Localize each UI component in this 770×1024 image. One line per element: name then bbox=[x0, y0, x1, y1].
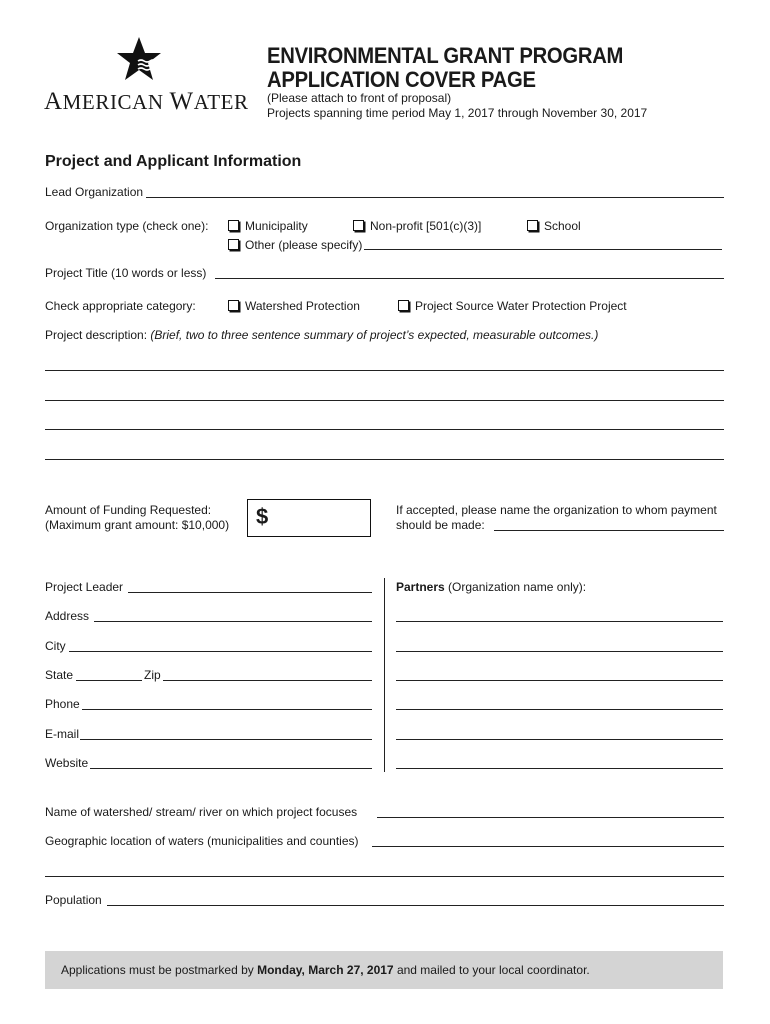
partner-line-5[interactable] bbox=[396, 739, 723, 740]
project-leader-label: Project Leader bbox=[45, 580, 124, 594]
email-field[interactable] bbox=[80, 739, 372, 740]
project-title-field[interactable] bbox=[215, 278, 724, 279]
zip-label: Zip bbox=[144, 668, 161, 682]
lead-org-label: Lead Organization bbox=[45, 185, 144, 199]
partner-line-1[interactable] bbox=[396, 621, 723, 622]
deadline-text: Applications must be postmarked by Monday, March 27, 2017 and mailed to your local coordinator. bbox=[61, 963, 590, 977]
description-label: Project description: (Brief, two to three sentence summary of project’s expected, measurable outcomes.) bbox=[45, 328, 599, 342]
org-option-other[interactable]: Other (please specify) bbox=[228, 238, 362, 252]
column-divider bbox=[384, 578, 385, 772]
checkbox-icon[interactable] bbox=[527, 220, 538, 231]
project-leader-field[interactable] bbox=[128, 592, 372, 593]
american-water-logo bbox=[44, 36, 249, 116]
lead-org-field[interactable] bbox=[146, 197, 724, 198]
description-line-1[interactable] bbox=[45, 370, 724, 371]
subtitle-line2: Projects spanning time period May 1, 2017 through November 30, 2017 bbox=[267, 106, 648, 120]
brand-wordmark: AMERICAN WATER bbox=[44, 88, 249, 115]
partners-label: Partners (Organization name only): bbox=[396, 580, 587, 594]
org-option-municipality[interactable]: Municipality bbox=[228, 219, 308, 233]
category-option-source-water[interactable]: Project Source Water Protection Project bbox=[398, 299, 627, 313]
deadline-banner bbox=[45, 951, 723, 989]
checkbox-icon[interactable] bbox=[353, 220, 364, 231]
partner-line-3[interactable] bbox=[396, 680, 723, 681]
funding-label-line2: (Maximum grant amount: $10,000) bbox=[45, 518, 230, 532]
funding-amount-box[interactable] bbox=[247, 499, 371, 537]
funding-label-line1: Amount of Funding Requested: bbox=[45, 503, 212, 517]
checkbox-icon[interactable] bbox=[228, 239, 239, 250]
geographic-label: Geographic location of waters (municipalities and counties) bbox=[45, 834, 359, 848]
address-field[interactable] bbox=[94, 621, 372, 622]
zip-field[interactable] bbox=[163, 680, 372, 681]
email-label: E-mail bbox=[45, 727, 80, 741]
population-field[interactable] bbox=[107, 905, 724, 906]
geographic-field[interactable] bbox=[372, 846, 724, 847]
website-label: Website bbox=[45, 756, 89, 770]
dollar-sign: $ bbox=[256, 504, 269, 529]
description-line-2[interactable] bbox=[45, 400, 724, 401]
page-title-line2: APPLICATION COVER PAGE bbox=[267, 67, 536, 92]
city-field[interactable] bbox=[69, 651, 372, 652]
checkbox-icon[interactable] bbox=[228, 300, 239, 311]
payee-field[interactable] bbox=[494, 530, 724, 531]
description-line-4[interactable] bbox=[45, 459, 724, 460]
partner-line-6[interactable] bbox=[396, 768, 723, 769]
phone-label: Phone bbox=[45, 697, 80, 711]
website-field[interactable] bbox=[90, 768, 372, 769]
category-option-watershed[interactable]: Watershed Protection bbox=[228, 299, 360, 313]
partner-line-4[interactable] bbox=[396, 709, 723, 710]
org-option-nonprofit[interactable]: Non-profit [501(c)(3)] bbox=[353, 219, 481, 233]
population-label: Population bbox=[45, 893, 102, 907]
state-label: State bbox=[45, 668, 74, 682]
payee-label-line1: If accepted, please name the organization to whom payment bbox=[396, 503, 717, 517]
state-field[interactable] bbox=[76, 680, 142, 681]
watershed-field[interactable] bbox=[377, 817, 724, 818]
checkbox-icon[interactable] bbox=[228, 220, 239, 231]
org-option-school[interactable]: School bbox=[527, 219, 581, 233]
project-title-label: Project Title (10 words or less) bbox=[45, 266, 207, 280]
city-label: City bbox=[45, 639, 66, 653]
checkbox-icon[interactable] bbox=[398, 300, 409, 311]
page-title-line1: ENVIRONMENTAL GRANT PROGRAM bbox=[267, 43, 624, 68]
description-line-3[interactable] bbox=[45, 429, 724, 430]
watershed-label: Name of watershed/ stream/ river on which project focuses bbox=[45, 805, 358, 819]
phone-field[interactable] bbox=[82, 709, 372, 710]
subtitle-line1: (Please attach to front of proposal) bbox=[267, 91, 452, 105]
partner-line-2[interactable] bbox=[396, 651, 723, 652]
section-heading: Project and Applicant Information bbox=[45, 153, 302, 170]
org-other-field[interactable] bbox=[364, 249, 722, 250]
address-label: Address bbox=[45, 609, 90, 623]
payee-label-line2: should be made: bbox=[396, 518, 485, 532]
category-label: Check appropriate category: bbox=[45, 299, 196, 313]
org-type-label: Organization type (check one): bbox=[45, 219, 209, 233]
star-wave-icon bbox=[116, 36, 162, 84]
geographic-field-line2[interactable] bbox=[45, 876, 724, 877]
